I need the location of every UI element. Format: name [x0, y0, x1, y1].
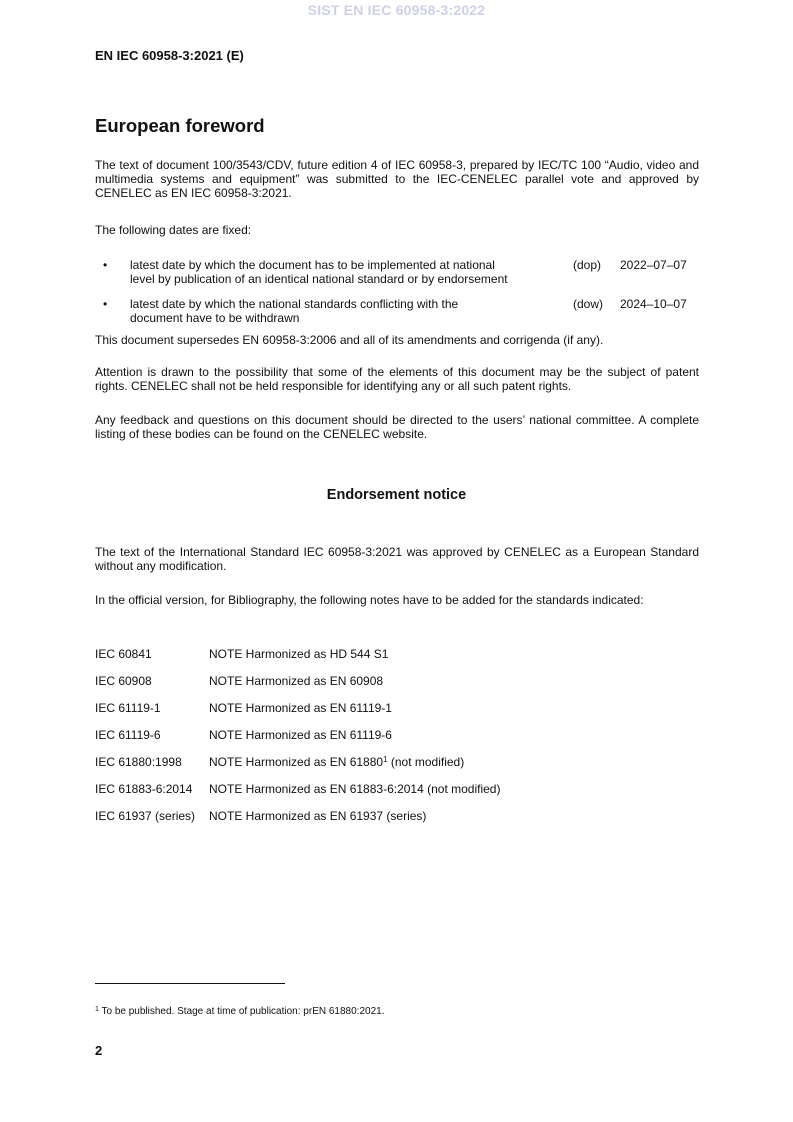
note-text-main: NOTE Harmonized as EN 61119-1 — [209, 701, 392, 715]
note-standard: IEC 61937 (series) — [95, 809, 196, 823]
note-row — [95, 647, 699, 674]
bullet-dot: • — [103, 258, 108, 272]
note-standard: IEC 60841 — [95, 647, 152, 661]
note-row — [95, 782, 699, 809]
note-row — [95, 701, 699, 728]
note-standard: IEC 61119-1 — [95, 701, 161, 715]
date-item-code: (dop) — [573, 258, 602, 272]
note-text-main: NOTE Harmonized as EN 60908 — [209, 674, 384, 688]
foreword-intro: The text of document 100/3543/CDV, future edition 4 of IEC 60958-3, prepared by IEC/TC 100 “Audio, video and multimedia systems and equipment” was submitted to the IEC-CENELEC parallel vote and approved by CENELEC as EN IEC 60958-3:2021. — [95, 158, 699, 200]
notes-intro: In the official version, for Bibliography, the following notes have to be added for the standards indicated: — [95, 593, 644, 607]
document-header: EN IEC 60958-3:2021 (E) — [95, 48, 244, 63]
patent-notice: Attention is drawn to the possibility that some of the elements of this document may be the subject of patent rights. CENELEC shall not be held responsible for identifying any or all such patent rights. — [95, 365, 699, 393]
note-row — [95, 755, 699, 782]
note-standard: IEC 61119-6 — [95, 728, 161, 742]
date-item-date: 2022–07–07 — [620, 258, 687, 272]
note-row — [95, 809, 699, 836]
note-text-suffix: (not modified) — [387, 755, 465, 769]
endorsement-title: Endorsement notice — [326, 487, 467, 503]
footnote-mark: 1 — [95, 1006, 99, 1013]
dates-intro: The following dates are fixed: — [95, 223, 252, 237]
date-item-line2: level by publication of an identical national standard or by endorsement — [130, 272, 508, 286]
note-text-main: NOTE Harmonized as EN 61119-6 — [209, 728, 392, 742]
note-row — [95, 728, 699, 755]
page-number: 2 — [95, 1043, 103, 1058]
supersedes-text: This document supersedes EN 60958-3:2006 and all of its amendments and corrigenda (if any). — [95, 333, 604, 347]
note-text-main: NOTE Harmonized as HD 544 S1 — [209, 647, 389, 661]
date-item-date: 2024–10–07 — [620, 297, 687, 311]
footnote-reference[interactable]: 1 — [383, 755, 388, 764]
note-row — [95, 674, 699, 701]
note-text — [209, 809, 426, 823]
note-text — [209, 728, 392, 742]
note-text — [209, 755, 464, 769]
note-text — [209, 674, 383, 688]
footnote-separator — [95, 983, 285, 984]
note-standard: IEC 60908 — [95, 674, 152, 688]
note-standard: IEC 61880:1998 — [95, 755, 182, 769]
note-text-main: NOTE Harmonized as EN 61883-6:2014 (not modified) — [209, 782, 501, 796]
footnote-text: To be published. Stage at time of publication: prEN 61880:2021. — [98, 1006, 385, 1017]
feedback-text: Any feedback and questions on this document should be directed to the users’ national committee. A complete listing of these bodies can be found on the CENELEC website. — [95, 413, 699, 441]
note-text — [209, 782, 500, 796]
foreword-title: European foreword — [95, 115, 265, 136]
note-text — [209, 701, 392, 715]
footnote — [95, 1006, 384, 1018]
note-text-main: NOTE Harmonized as EN 61937 (series) — [209, 809, 427, 823]
bullet-dot: • — [103, 297, 108, 311]
watermark: SIST EN IEC 60958-3:2022 — [307, 2, 486, 18]
date-item-line1: latest date by which the national standards conflicting with the — [130, 297, 459, 311]
date-item-line1: latest date by which the document has to be implemented at national — [130, 258, 495, 272]
bibliography-notes — [95, 647, 699, 836]
endorsement-approval: The text of the International Standard IEC 60958-3:2021 was approved by CENELEC as a European Standard without any modification. — [95, 545, 699, 573]
date-item-code: (dow) — [573, 297, 604, 311]
note-standard: IEC 61883-6:2014 — [95, 782, 193, 796]
note-text — [209, 647, 388, 661]
date-item-line2: document have to be withdrawn — [130, 311, 300, 325]
note-text-main: NOTE Harmonized as EN 61880 — [209, 755, 384, 769]
